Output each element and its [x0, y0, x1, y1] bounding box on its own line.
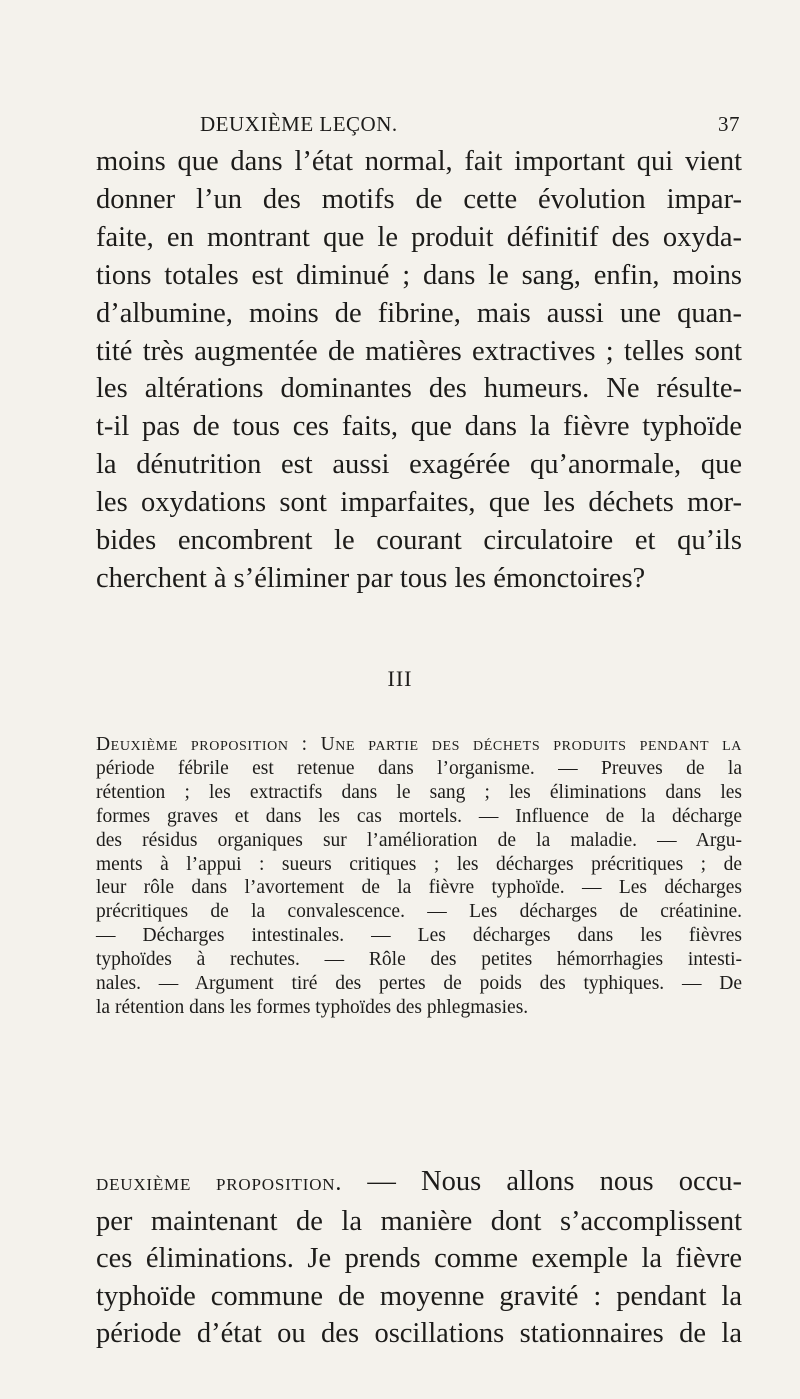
- running-head-title: DEUXIÈME LEÇON.: [200, 112, 398, 136]
- paragraph-line: les altérations dominantes des humeurs. Ne résulte-: [96, 373, 742, 405]
- summary-line: nales. — Argument tiré des pertes de poids des typhiques. — De: [96, 973, 742, 995]
- paragraph-line: d’albumine, moins de fibrine, mais aussi une quan-: [96, 297, 742, 329]
- page-number: 37: [718, 112, 740, 136]
- paragraph-line: moins que dans l’état normal, fait important qui vient: [96, 146, 742, 177]
- summary-line: la rétention dans les formes typhoïdes des phlegmasies.: [96, 996, 529, 1018]
- summary-line: formes graves et dans les cas mortels. — Influence de la décharge: [96, 805, 742, 827]
- section-summary: [96, 733, 742, 1020]
- paragraph-line: période d’état ou des oscillations stationnaires de la: [96, 1318, 742, 1350]
- paragraph-line: donner l’un des motifs de cette évolution impar-: [96, 183, 742, 215]
- summary-line: précritiques de la convalescence. — Les décharges de créatinine.: [96, 901, 742, 923]
- paragraph-line: tions totales est diminué ; dans le sang, enfin, moins: [96, 259, 742, 291]
- paragraph-line: cherchent à s’éliminer par tous les émonctoires?: [96, 562, 646, 594]
- summary-line: — Décharges intestinales. — Les décharges dans les fièvres: [96, 925, 742, 947]
- summary-line: rétention ; les extractifs dans le sang ; les éliminations dans les: [96, 781, 742, 803]
- summary-line: ments à l’appui : sueurs critiques ; les décharges précritiques ; de: [96, 853, 742, 875]
- summary-heading: Deuxième proposition : Une partie des déchets produits pendant la: [96, 734, 742, 755]
- summary-line: période fébrile est retenue dans l’organisme. — Preuves de la: [96, 757, 742, 779]
- paragraph-2: [96, 1163, 742, 1353]
- paragraph-line-rest: — Nous allons nous occu-: [367, 1166, 743, 1197]
- paragraph-1: [96, 143, 742, 598]
- proposition-lead: deuxième proposition.: [96, 1170, 343, 1196]
- paragraph-line: bides encombrent le courant circulatoire et qu’ils: [96, 525, 742, 557]
- summary-line: des résidus organiques sur l’amélioration de la maladie. — Argu-: [96, 829, 742, 851]
- paragraph-line: typhoïde commune de moyenne gravité : pendant la: [96, 1280, 742, 1312]
- summary-line: leur rôle dans l’avortement de la fièvre typhoïde. — Les décharges: [96, 877, 742, 899]
- section-number: III: [387, 666, 413, 691]
- paragraph-line: les oxydations sont imparfaites, que les déchets mor-: [96, 487, 742, 519]
- paragraph-line: la dénutrition est aussi exagérée qu’anormale, que: [96, 449, 742, 481]
- paragraph-line: ces éliminations. Je prends comme exemple la fièvre: [96, 1243, 742, 1275]
- paragraph-line: faite, en montrant que le produit définitif des oxyda-: [96, 221, 742, 253]
- summary-line: typhoïdes à rechutes. — Rôle des petites hémorrhagies intesti-: [96, 949, 742, 971]
- paragraph-line: per maintenant de la manière dont s’accomplissent: [96, 1205, 742, 1237]
- running-head: [94, 112, 740, 142]
- paragraph-2-first-line: [96, 1163, 742, 1203]
- paragraph-line: t-il pas de tous ces faits, que dans la fièvre typhoïde: [96, 411, 742, 443]
- paragraph-line: tité très augmentée de matières extractives ; telles sont: [96, 335, 742, 367]
